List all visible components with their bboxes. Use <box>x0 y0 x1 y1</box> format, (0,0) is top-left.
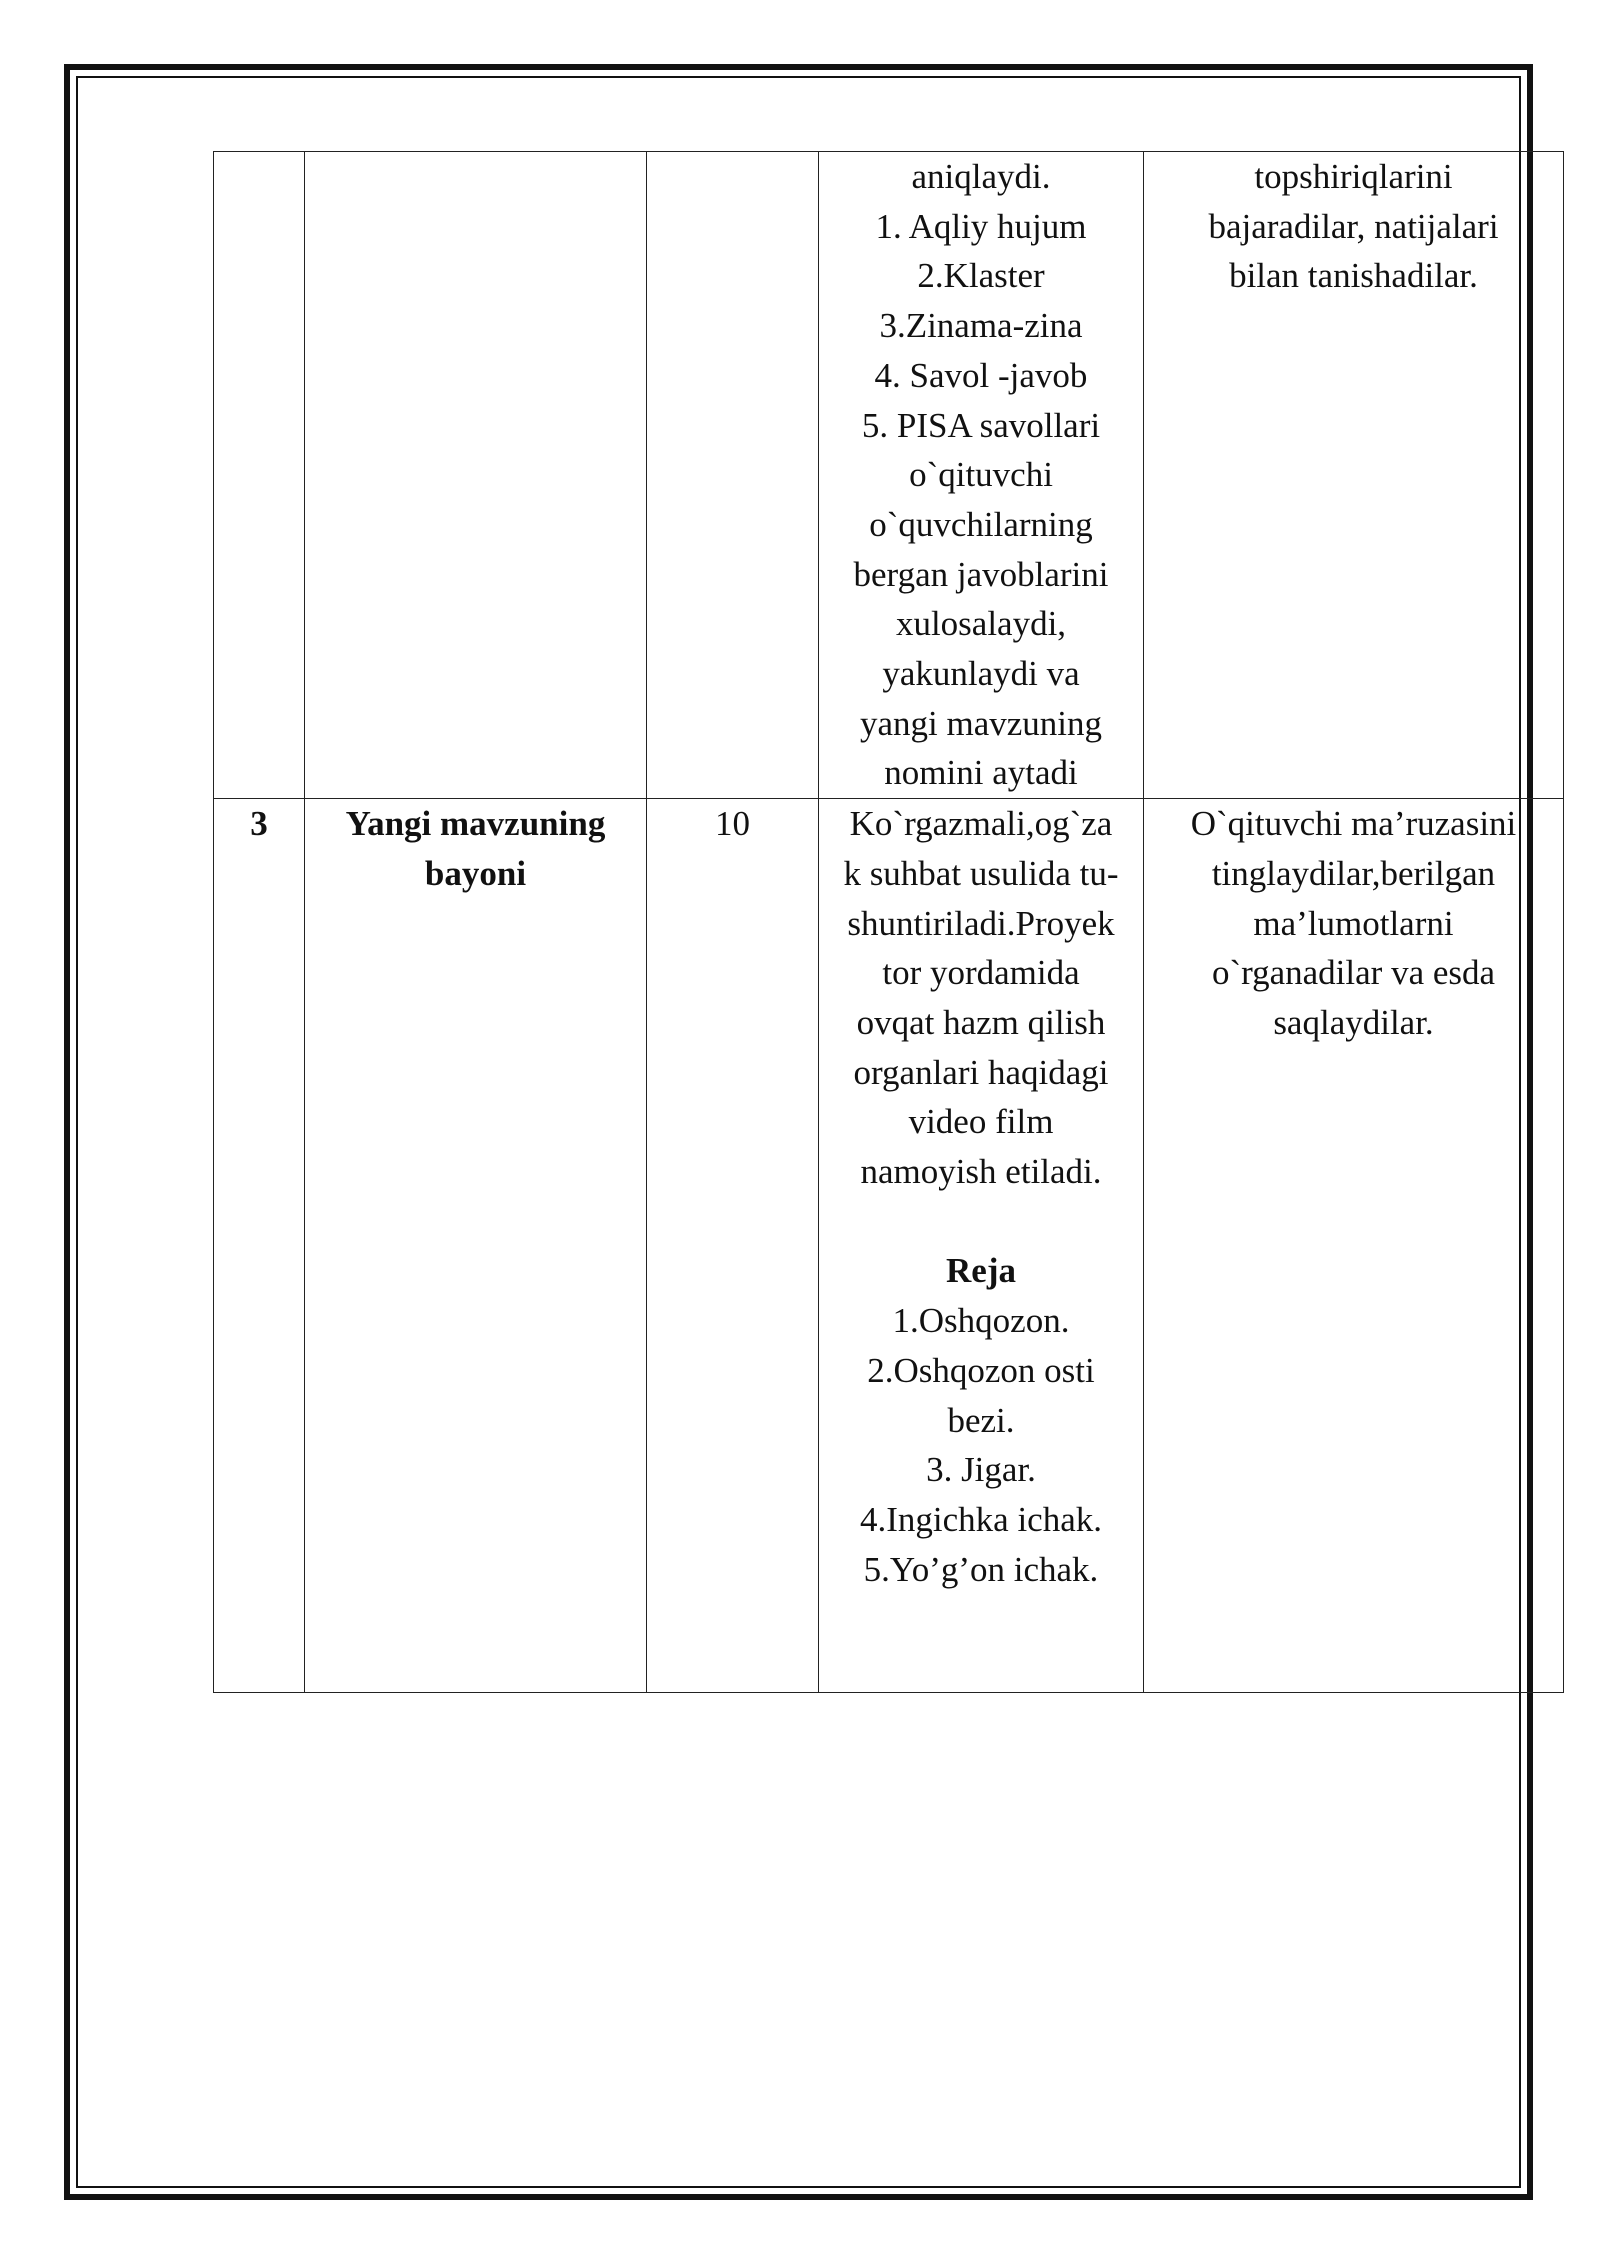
text-line: topshiriqlarini <box>1254 157 1453 196</box>
text-line: xulosalaydi, <box>895 604 1067 644</box>
table-row <box>214 152 1564 799</box>
stage-title-line: bayoni <box>424 853 527 893</box>
plan-item: 2.Oshqozon osti <box>867 1350 1095 1390</box>
lesson-plan-table <box>213 151 1564 1693</box>
text-line: Ko`rgazmali,og`za <box>849 804 1113 844</box>
plan-item: 1.Oshqozon. <box>892 1301 1070 1341</box>
plan-item: 5.Yo’g’on ichak. <box>863 1549 1099 1589</box>
plan-item: 4.Ingichka ichak. <box>860 1499 1102 1539</box>
text-line: k suhbat usulida tu- <box>843 853 1119 893</box>
cell-number <box>214 152 305 799</box>
text-line: ovqat hazm qilish <box>856 1002 1106 1042</box>
text-line: o`rganadilar va esda <box>1211 953 1496 993</box>
text-line: nomini aytadi <box>884 753 1078 793</box>
text-line: bergan javoblarini <box>853 554 1109 594</box>
text-line: organlari haqidagi <box>853 1052 1109 1092</box>
text-line: 4. Savol -javob <box>874 355 1088 395</box>
text-line: 5. PISA savollari <box>861 405 1101 445</box>
blank-line <box>825 1197 1137 1247</box>
text-line: saqlaydilar. <box>1273 1002 1434 1042</box>
text-line: o`qituvchi <box>909 455 1053 495</box>
stage-title-line: Yangi mavzuning <box>345 804 606 844</box>
text-line: aniqlaydi. <box>911 157 1051 196</box>
text-line: ma’lumotlarni <box>1253 903 1454 943</box>
text-line: video film <box>908 1102 1054 1142</box>
text-line: tor yordamida <box>882 953 1080 993</box>
cell-minutes: 10 <box>647 799 819 1693</box>
cell-stage <box>305 152 647 799</box>
cell-number: 3 <box>214 799 305 1693</box>
text-line: O`qituvchi ma’ruzasini <box>1190 804 1517 844</box>
text-line: yangi mavzuning <box>859 703 1103 743</box>
text-line: bilan tanishadilar. <box>1229 256 1478 296</box>
plan-item: bezi. <box>947 1400 1015 1440</box>
plan-item: 3. Jigar. <box>926 1450 1036 1490</box>
cell-minutes <box>647 152 819 799</box>
text-line: 1. Aqliy hujum <box>875 206 1087 246</box>
cell-student-activity <box>1144 799 1564 1693</box>
text-line: shuntiriladi.Proyek <box>847 903 1115 943</box>
cell-stage <box>305 799 647 1693</box>
cell-student-activity <box>1144 152 1564 799</box>
text-line: o`quvchilarning <box>869 504 1093 544</box>
text-line: bajaradilar, natijalari <box>1208 206 1499 246</box>
plan-title: Reja <box>946 1251 1016 1291</box>
text-line: 3.Zinama-zina <box>879 306 1083 346</box>
cell-teacher-activity <box>819 152 1144 799</box>
table-row <box>214 799 1564 1693</box>
text-line: tinglaydilar,berilgan <box>1211 853 1496 893</box>
text-line: 2.Klaster <box>917 256 1045 296</box>
text-line: yakunlaydi va <box>882 654 1080 694</box>
cell-teacher-activity <box>819 799 1144 1693</box>
text-line: namoyish etiladi. <box>860 1152 1102 1192</box>
